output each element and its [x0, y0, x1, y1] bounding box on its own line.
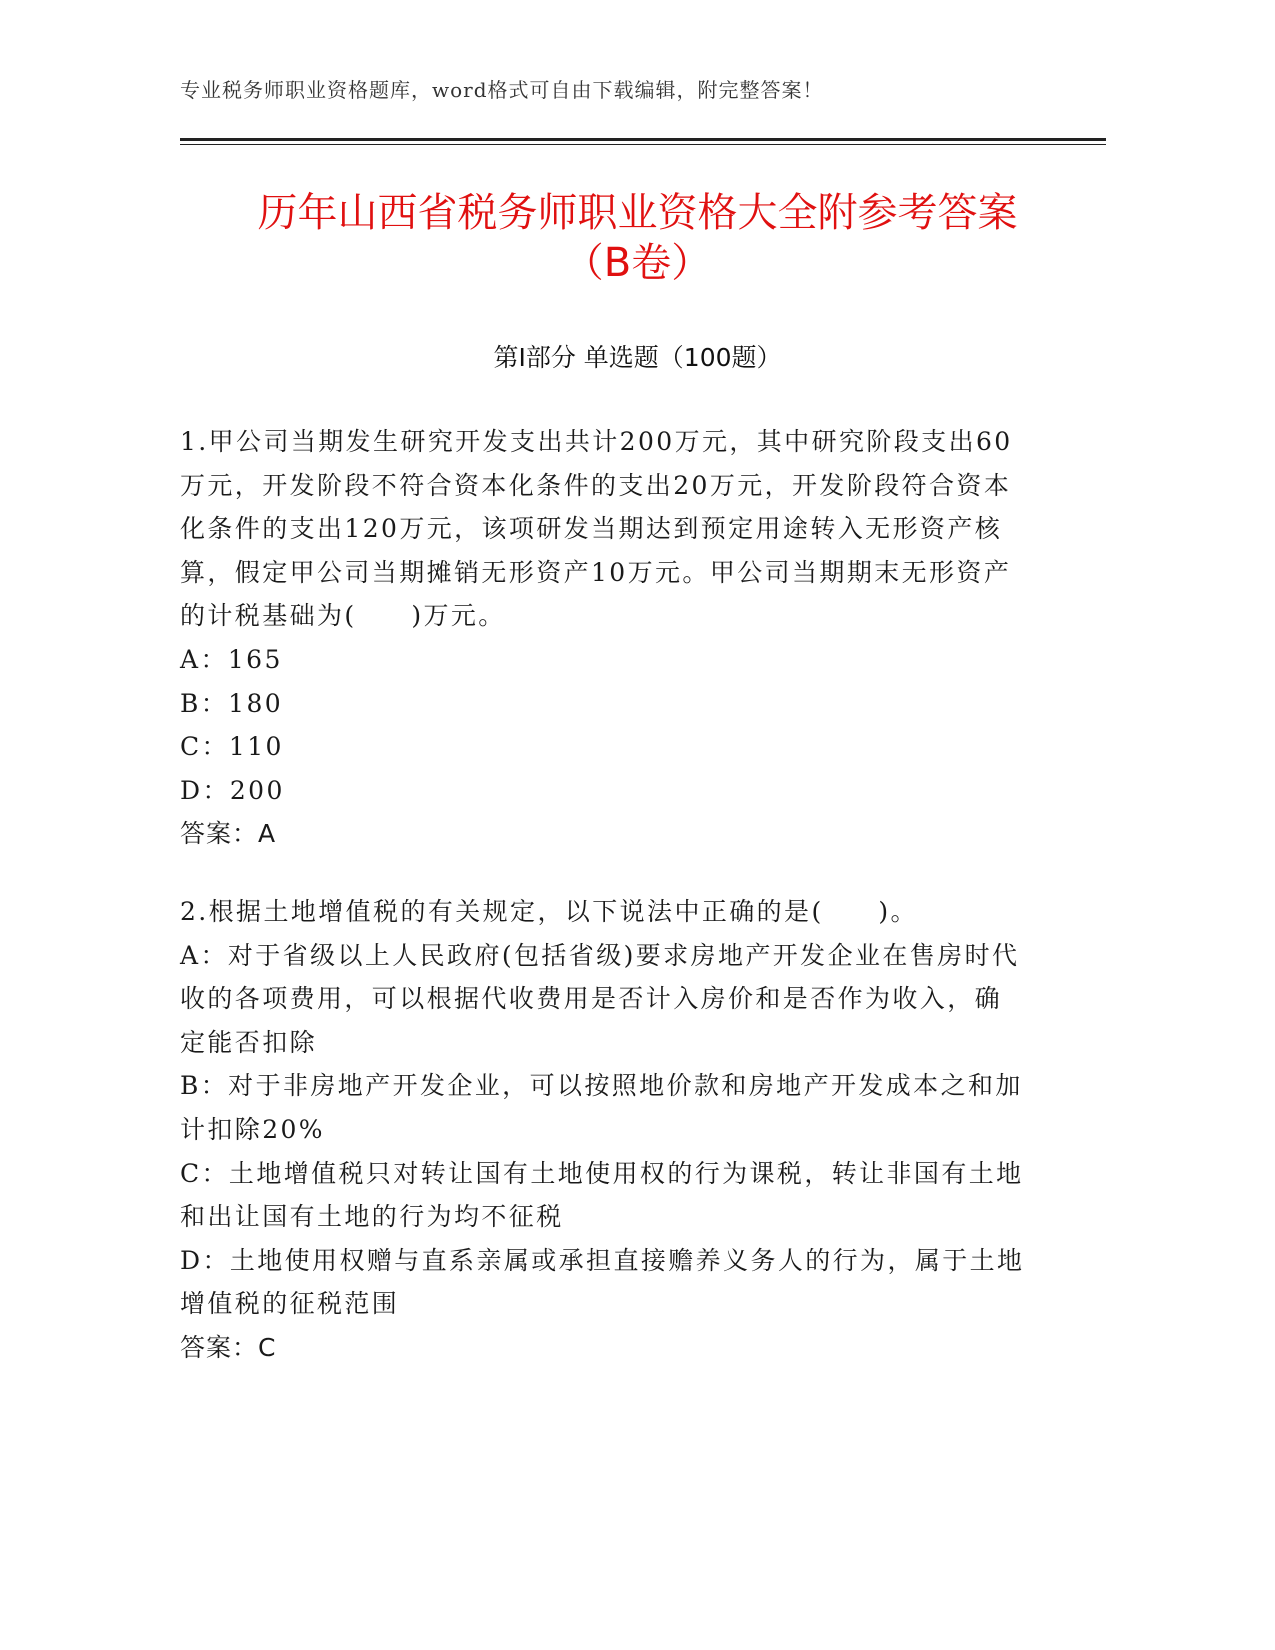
answer-label: 答案：A [180, 819, 277, 849]
option-c: C：土地增值税只对转让国有土地使用权的行为课税，转让非国有土地和出让国有土地的行为均不征税 [180, 1158, 1024, 1232]
option-a: A：165 [180, 644, 283, 674]
option-c: C：110 [180, 732, 284, 762]
option-a: A：对于省级以上人民政府(包括省级)要求房地产开发企业在售房时代收的各项费用，可以根据代收费用是否计入房价和是否作为收入，确定能否扣除 [180, 940, 1020, 1057]
question-stem: 1.甲公司当期发生研究开发支出共计200万元，其中研究阶段支出60万元，开发阶段不符合资本化条件的支出20万元，开发阶段符合资本化条件的支出120万元，该项研发当期达到预定用途转入无形资产核算，假定甲公司当期摊销无形资产10万元。甲公司当期期末无形资产的计税基础为( )万元。 [180, 427, 1013, 631]
option-b: B：180 [180, 688, 284, 718]
document-title-line2: （B卷） [563, 240, 712, 286]
question-1 [180, 420, 1028, 856]
option-d: D：土地使用权赠与直系亲属或承担直接赡养义务人的行为，属于土地增值税的征税范围 [180, 1245, 1025, 1319]
answer-label: 答案：C [180, 1332, 277, 1362]
option-b: B：对于非房地产开发企业，可以按照地价款和房地产开发成本之和加计扣除20% [180, 1071, 1023, 1144]
question-2 [180, 890, 1028, 1370]
header-rule-thin [180, 144, 1106, 145]
header-rule-thick [180, 138, 1106, 141]
document-title-line1: 历年山西省税务师职业资格大全附参考答案 [257, 190, 1018, 236]
question-list [180, 420, 1028, 1403]
option-d: D：200 [180, 775, 285, 805]
question-stem: 2.根据土地增值税的有关规定，以下说法中正确的是( )。 [180, 896, 918, 926]
document-title [150, 188, 1125, 288]
section-title: 第Ⅰ部分 单选题（100题） [493, 343, 782, 372]
header-note: 专业税务师职业资格题库，word格式可自由下载编辑，附完整答案！ [180, 78, 824, 102]
